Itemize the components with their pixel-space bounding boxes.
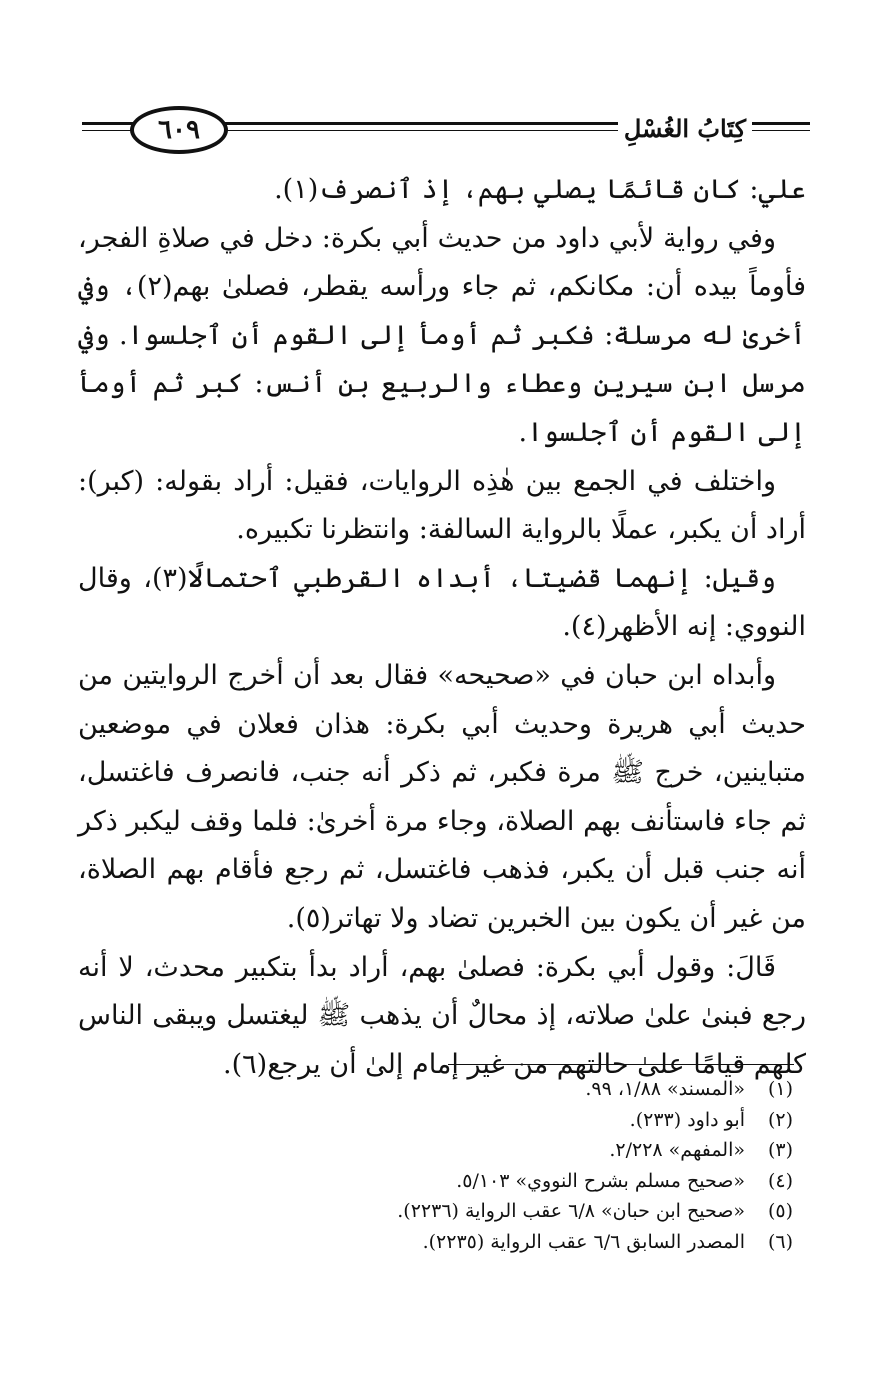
footnote [233,1166,793,1197]
footnote-number: (٤) [767,1169,793,1192]
footnote-text: «المسند» ١/٨٨، ٩٩. [585,1078,745,1100]
footnote-number: (٥) [767,1200,793,1222]
footnote-text: «صحيح مسلم بشرح النووي» ٥/١٠٣. [456,1169,745,1192]
footnote [233,1105,793,1136]
footnote-text: «صحيح ابن حبان» ٦/٨ عقب الرواية (٢٢٣٦). [397,1200,745,1222]
paragraph: وقيل: إنهما قضيتا، أبداه القرطبي ٱحتمالًا(٣)، وقال النووي: إنه الأظهر(٤). [78,562,806,643]
footnote [233,1227,793,1258]
page-header [82,96,810,166]
footnote-number: (٣) [767,1139,793,1161]
paragraph: وفي رواية لأبي داود من حديث أبي بكرة: دخل في صلاةِ الفجر، فأوماً بيده أن: مكانكم، ثم جاء ورأسه يقطر، فصلىٰ بهم(٢)، وفي أخرىٰ له مرسلة: فكبر ثم أومأ إلى القوم أن ٱجلسوا. وفي مرسل ابن سيرين وعطاء والربيع بن أنس: كبر ثم أومأ إلى القوم أن ٱجلسوا. [78,222,806,448]
paragraph: واختلف في الجمع بين هٰذِه الروايات، فقيل: أراد بقوله: (كبر): أراد أن يكبر، عملًا بالرواية السالفة: وانتظرنا تكبيره. [78,465,806,546]
paragraph: علي: كان قائمًا يصلي بهم، إذ ٱنصرف(١). [274,174,806,205]
book-title: كِتَابُ الغُسْلِ [618,114,752,143]
footnote-number: (١) [767,1078,793,1100]
footnote-text: «المفهم» ٢/٢٢٨. [609,1139,745,1161]
footnote-text: أبو داود (٢٣٣). [629,1108,745,1131]
footnote-divider [448,1064,794,1065]
paragraph: وأبداه ابن حبان في «صحيحه» فقال بعد أن أخرج الروايتين من حديث أبي هريرة وحديث أبي بكرة: هذان فعلان في موضعين متباينين، خرج ﷺ مرة فكبر، ثم ذكر أنه جنب، فانصرف فاغتسل، ثم جاء فاستأنف بهم الصلاة، وجاء مرة أخرىٰ: فلما وقف ليكبر ذكر أنه جنب قبل أن يكبر، فذهب فاغتسل، ثم رجع فأقام بهم الصلاة، من غير أن يكون بين الخبرين تضاد ولا تهاتر(٥). [78,659,806,934]
page-number: ٦٠٩ [130,106,228,154]
footnote [233,1196,793,1227]
footnote-number: (٢) [767,1108,793,1131]
main-text [78,166,806,1089]
footnote-text: المصدر السابق ٦/٦ عقب الرواية (٢٢٣٥). [422,1230,745,1253]
footnotes [233,1074,793,1257]
footnote [233,1135,793,1166]
footnote-number: (٦) [767,1230,793,1253]
footnote [233,1074,793,1105]
paragraph: قَالَ: وقول أبي بكرة: فصلىٰ بهم، أراد بدأ بتكبير محدث، لا أنه رجع فبنىٰ علىٰ صلاته، إذ محالٌ أن يذهب ﷺ ليغتسل ويبقى الناس كلهم قيامًا علىٰ حالتهم من غير إمام إلىٰ أن يرجع(٦). [78,951,806,1080]
